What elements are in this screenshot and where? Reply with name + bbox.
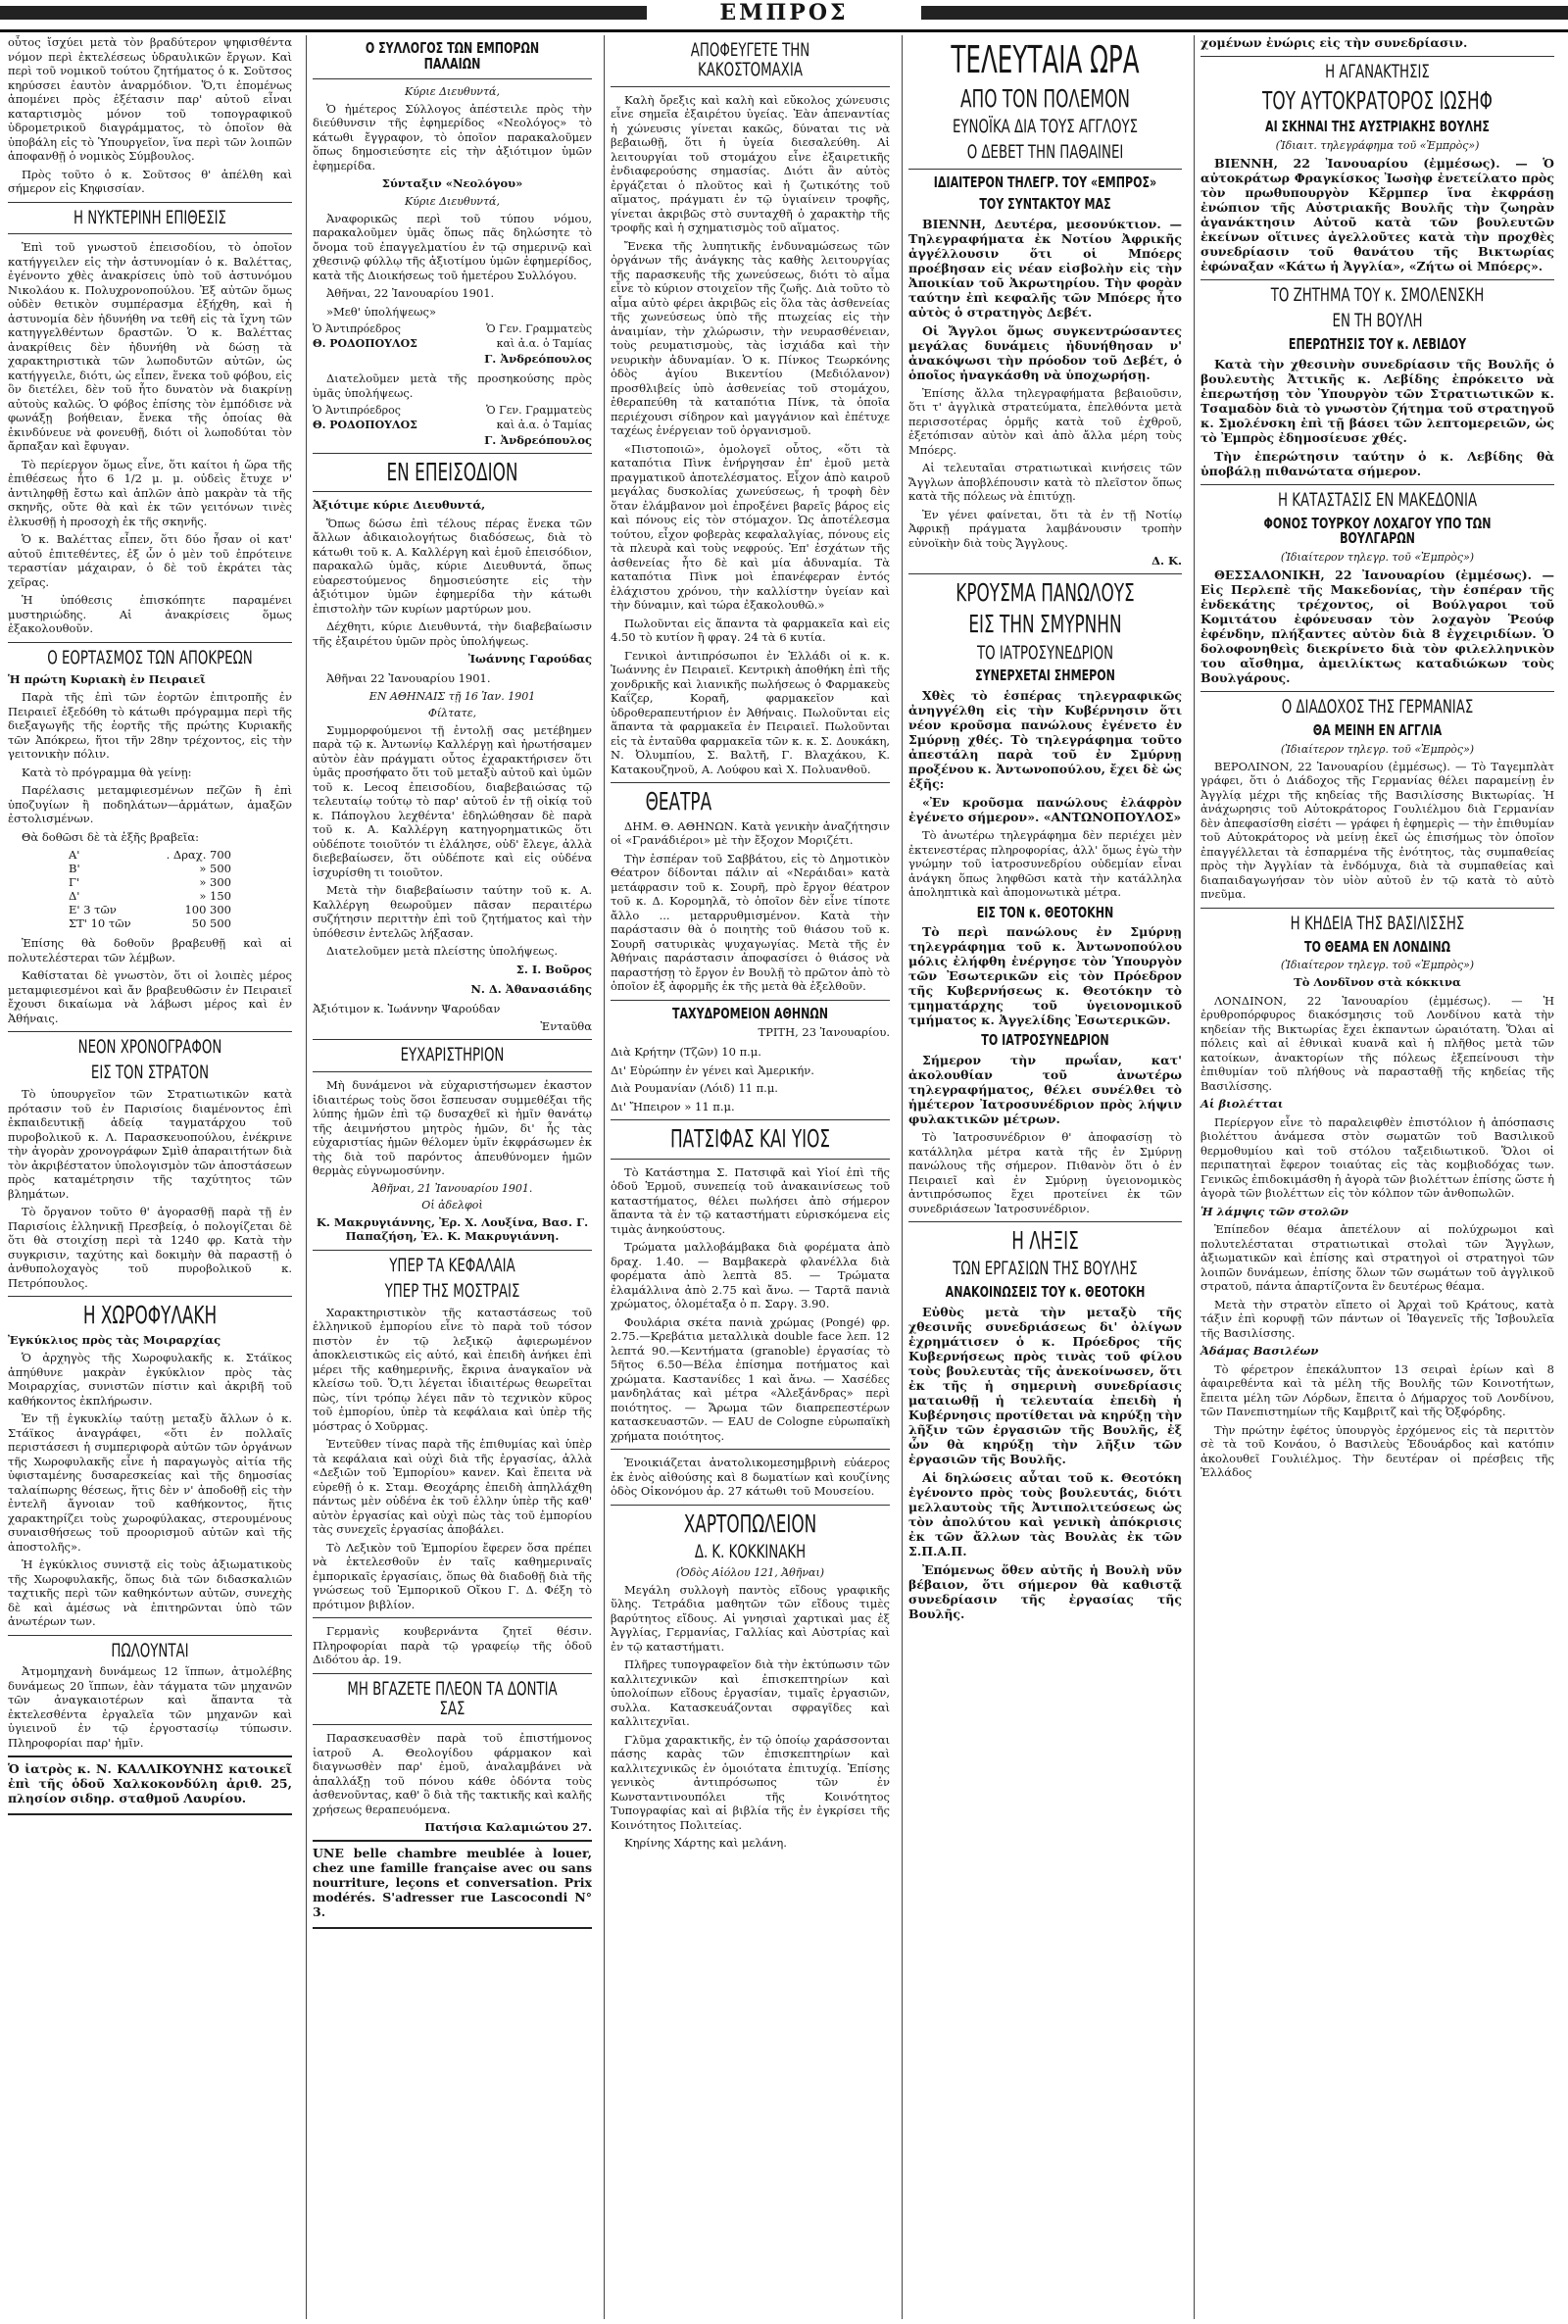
rule: [8, 233, 292, 234]
article-text: Ὁ κ. Βαλέττας εἶπεν, ὅτι δύο ἦσαν οἱ κατ' αὐτοῦ ἐπιτεθέντες, ἐξ ὧν ὁ μὲν τοῦ ἐπρότεινε τεραστίαν μάχαιραν, ὁ δὲ τοῦ ἐκράτει τὰς χεῖρας.: [8, 532, 292, 589]
article-text: Τὸ περὶ πανώλους ἐν Σμύρνῃ τηλεγράφημα τοῦ κ. Ἀντωνοπούλου μόλις ἐλήφθη ἐνέργησε τὸν Ὑπουργὸν τῶν Ἐσωτερικῶν εἰς τὸν Πρόεδρον τῆς Κυβερνήσεως κ. Θεοτόκην τὸ τμηματάρχης τοῦ ὑγειονομικοῦ τμήματος κ. Ἀγγελίδης Ἐσωτερικῶν.: [908, 924, 1182, 1028]
article-text: Χθὲς τὸ ἑσπέρας τηλεγραφικῶς ἀνηγγέλθη εἰς τὴν Κυβέρνησιν ὅτι νέον κροῦσμα πανώλους ἐγένετο ἐν Σμύρνῃ χθές. Τὸ τηλεγράφημα τοῦτο ἀπεστάλη παρὰ τοῦ ἐν Σμύρνῃ προξένου κ. Ἀντωνοπούλου, ἔχει δὲ ὡς ἑξῆς:: [908, 688, 1182, 792]
newspaper-title: ΕΜΠΡΟΣ: [657, 0, 911, 25]
rule: [611, 1449, 890, 1450]
headline: ΕΝ ΕΠΕΙΣΟΔΙΟΝ: [386, 458, 518, 486]
article-text: Τὴν ἐπερώτησιν ταύτην ὁ κ. Λεβίδης θὰ ὑποβάλῃ πιθανώτατα σήμερον.: [1200, 448, 1554, 478]
headline: ΕΙΣ ΤΟΝ ΣΤΡΑΤΟΝ: [90, 1062, 210, 1084]
ad-text: UNE belle chambre meublée à louer, chez une famille française avec ou sans nourriture, leçons et conversation. Prix modérés. S'adresser rue Lascocondi N° 3.: [313, 1846, 592, 1920]
rule: [8, 1635, 292, 1636]
rule: [8, 1296, 292, 1297]
prize-amount: » 150: [199, 889, 231, 904]
headline: ΥΠΕΡ ΤΗΣ ΜΟΣΤΡΑΙΣ: [384, 1279, 520, 1302]
subheadline: ΤΟ ΙΑΤΡΟΣΥΝΕΔΡΙΟΝ: [981, 1031, 1109, 1050]
headline: ΣΥΝΕΡΧΕΤΑΙ ΣΗΜΕΡΟΝ: [975, 667, 1115, 685]
article-text: Ἀτμομηχανὴ δυνάμεως 12 ἵππων, ἀτμολέβης δυνάμεως 20 ἵππων, ἐὰν τάγματα τῶν μηχανῶν τῶν ἀναγκαιοτέρων καὶ ἅπαντα τὰ ἐκτελεσθέντα ἐργαλεῖα τῶν μηχανῶν καὶ ὑγιεινοῦ ἐν τῷ ἐργοστασίῳ τύπωσιν. Πληροφορίαι παρ' ἡμῖν.: [8, 1664, 292, 1750]
article-text: Τὸ περίεργον ὅμως εἶνε, ὅτι καίτοι ἡ ὥρα τῆς ἐπιθέσεως ἦτο 6 1/2 μ. μ. οὐδεὶς ἔτυχε ν' ἀντιληφθῇ ἔστω καὶ ἁπλῶν ἀπὸ μακρὰν τὰ τῆς σκηνῆς, οὔτε θὰ καὶ ἐκ τῶν γειτόνων τινὲς ἐλκυσθῇ ἡ προσοχὴ ἐκ τῆς σκηνῆς.: [8, 457, 292, 528]
newspaper-page: [8, 35, 1560, 2319]
kicker: ΙΔΙΑΙΤΕΡΟΝ ΤΗΛΕΓΡ. ΤΟΥ «ΕΜΠΡΟΣ»: [933, 173, 1157, 192]
signatures: [313, 322, 592, 335]
column-4: [902, 35, 1188, 2319]
signature-name: Κ. Μακρυγιάννης, Ἐρ. Χ. Λουξίνα, Βασ. Γ. Παπαζήση, Ἐλ. Κ. Μακρυγιάννη.: [316, 1214, 589, 1244]
rule: [611, 1000, 890, 1001]
prize-rank: Α': [69, 848, 80, 863]
article-text: »Μεθ' ὑπολήψεως»: [326, 304, 436, 319]
headline: ΠΩΛΟΥΝΤΑΙ: [111, 1639, 189, 1661]
prize-amount: . Δραχ. 700: [166, 848, 231, 863]
article-text: Τὸ ἀνωτέρω τηλεγράφημα δὲν περιέχει μὲν ἐκτενεστέρας πληροφορίας, ἀλλ' ὅμως ἐγὼ τὴν γνώμην τοῦ ἰατροσυνεδρίου οὐδεμίαν εἶναι ἀνάγκη ὅπως ληφθῶσι κατὰ τὴν κατάλληλα ἀποληπτικὰ καὶ ἀπομονωτικὰ μέτρα.: [908, 828, 1182, 900]
article-text: Περίεργον εἶνε τὸ παραλειφθὲν ἐπιστόλιον ἡ ἀπόσπασις βιολέττου ἀνάμεσα στὸν σωματῶν τοῦ Βασιλικοῦ θερμοθυμίου καὶ τοῦ στόλου ταξειδιωτικοῦ. Ὅλοι οἱ περιπατηταὶ ἔφερον τοιαύτας εἰς τὰς κομβιοδόχας των. Γενικῶς ἐπιδοκιμάσθη ἡ ἀγορὰ τῶν βιολέττων ἐπίσης ὥστε ἡ ἀγορὰ τῶν βιολέττων εἰς τὸν κόλπον τῶν ἀνθοπωλῶν.: [1200, 1114, 1554, 1201]
article-text: Μετὰ τὴν στρατὸν εἴπετο οἱ Ἀρχαὶ τοῦ Κράτους, κατὰ τάξιν ἐπὶ κορυφῇ τῶν πάντων οἱ Ἰθαγενεῖς τῆς Ἰσβουλεῖα τῆς Βασιλίσσης.: [1200, 1297, 1554, 1340]
headline: ΕΝ ΤΗ ΒΟΥΛΗ: [1332, 309, 1423, 331]
subheadline: Αἱ βιολέτται: [1200, 1097, 1284, 1112]
ad-text: Ὁ ἰατρὸς κ. Ν. ΚΑΛΛΙΚΟΥΝΗΣ κατοικεῖ ἐπὶ τῆς ὁδοῦ Χαλκοκονδύλη ἀριθ. 25, πλησίον σιδηρ. σταθμοῦ Λαυρίου.: [8, 1761, 292, 1806]
headline: ΦΟΝΟΣ ΤΟΥΡΚΟΥ ΛΟΧΑΓΟΥ ΥΠΟ ΤΩΝ ΒΟΥΛΓΑΡΩΝ: [1263, 514, 1492, 548]
article-text: Κατὰ τὸ πρόγραμμα θὰ γείνῃ:: [22, 765, 192, 779]
headline: ΕΙΣ ΤΗΝ ΣΜΥΡΝΗΝ: [968, 610, 1122, 639]
kicker: (Ἰδιαίτερον τηλεγρ. τοῦ «Ἐμπρὸς»): [1280, 959, 1475, 972]
headline: ΜΗ ΒΓΑΖΕΤΕ ΠΛΕΟΝ ΤΑ ΔΟΝΤΙΑ ΣΑΣ: [347, 1677, 558, 1719]
headline: ΑΝΑΚΟΙΝΩΣΕΙΣ ΤΟΥ κ. ΘΕΟΤΟΚΗ: [945, 1283, 1146, 1302]
article-text: Ἐπόμενως ὅθεν αὐτῆς ἡ Βουλὴ νῦν βέβαιον, ὅτι σήμερον θὰ καθιστᾷ συνεδρίασιν τῆς ἐργασίας τῆς Βουλῆς.: [908, 1562, 1182, 1622]
signature-title: Ὁ Γεν. Γραμματεὺς: [486, 404, 592, 417]
rule: [611, 1505, 890, 1506]
rule: [313, 1724, 592, 1725]
prize-amount: 50 500: [191, 916, 231, 931]
headline: ΤΟ ΘΕΑΜΑ ΕΝ ΛΟΝΔΙΝΩ: [1303, 937, 1451, 956]
address: (Ὁδὸς Αἰόλου 121, Ἀθῆναι): [675, 1565, 825, 1579]
article-text: Τὸ ὑπουργεῖον τῶν Στρατιωτικῶν κατὰ πρότασιν τοῦ ἐν Παρισίοις διαμένοντος ἐπὶ ἐκπαιδευτικῇ ἀδείᾳ ταγματάρχου τοῦ πυροβολικοῦ κ. Λ. Παρασκευοπούλου, ἐνέκρινε τὴν ἀγορὰν χρονογράφων Σμὶθ ἀπαραιτήτων διὰ τὸν ἀκριβέστατον ὑπολογισμὸν τῶν ἀποστάσεων πρὸς καταμέτρησιν τῆς ταχύτητος τῶν βλημάτων.: [8, 1087, 292, 1201]
headline: ΚΡΟΥΣΜΑ ΠΑΝΩΛΟΥΣ: [956, 578, 1135, 608]
article-text: χομένων ἐνώρις εἰς τὴν συνεδρίασιν.: [1200, 35, 1468, 50]
article-text: Ἡ ἐγκύκλιος συνιστᾷ εἰς τοὺς ἀξιωματικοὺς τῆς Χωροφυλακῆς, ὅπως διὰ τῶν διδασκαλιῶν ταχτικῆς περὶ τῶν καθηκόντων αὐτῶν, συνεχὴς δὲ καὶ ἀμέσως νὰ ἐπιτηρῶνται ὑπὸ τῶν ἀνωτέρων των.: [8, 1558, 292, 1628]
article-text: Τὸ ὄργανον τοῦτο θ' ἀγορασθῇ παρὰ τῇ ἐν Παρισίοις ἑλληνικῇ Πρεσβείᾳ, ὁ πολογίζεται δὲ ὅτι θὰ στοιχίσῃ περὶ τὰ 1240 φρ. Κατὰ τὴν συγκρισιν, ταχύτης καὶ δοκιμὴν θὰ παραστῇ ὁ ἀνθυπολοχαγὸς τοῦ πυροβολικοῦ κ. Πετρόπουλος.: [8, 1205, 292, 1290]
article-text: Σήμερον τὴν πρωΐαν, κατ' ἀκολουθίαν τοῦ ἀνωτέρω τηλεγραφήματος, θέλει συνέλθει τὸ ἡμέτερον Ἰατροσυνέδριον πρὸς λήψιν φυλακτικῶν μέτρων.: [908, 1053, 1182, 1127]
article-text: «Πιστοποιῶ», ὁμολογεῖ οὗτος, «ὅτι τὰ καταπότια Πὶνκ ἐνήργησαν ἐπ' ἐμοῦ μετὰ πραγματικοῦ ἀποτελέσματος. Εἶχον ἀπὸ καιροῦ μεγάλας δυσκολίας χωνεύσεως, ἡ τροφὴ δὲν ὅταν ἐλάμβανον μοὶ ἐπροξένει βαρεῖς βάρος εἰς καὶ πόνους εἰς τὸν στόμαχον. Ὡς ἀποτέλεσμα τούτου, εἶχον φοβερὰς κεφαλαλγίας, πόνους εἰς τὰ πλευρὰ καὶ τοὺς νεφρούς. Ἐπ' ἐσχάτων τῆς ἀσθενείας ἦτο δὲ καὶ μία ἀδυναμία. Τὰ καταπότια Πὶνκ μοὶ ἐπανέφεραν ἐντός ἐλάχιστου χρόνου, τὴν καλλίστην ὑγείαν καὶ τὴν δύναμιν, καὶ τώρα ἐξακολουθῶ.»: [611, 441, 890, 613]
signatures: [313, 337, 592, 350]
subheadline: Ἐγκύκλιος πρὸς τὰς Μοιραρχίας: [8, 1332, 221, 1347]
article-text: ΛΟΝΔΙΝΟΝ, 22 Ἰανουαρίου (ἐμμέσως). — Ἡ ἐρυθροπόρφυρος διακόσμησις τοῦ Λονδίνου κατὰ τὴν κηδείαν τῆς Βικτωρίας ἔχει ἐκπαντων ὡραιότατη. Ὅλαι αἱ πόλεις καὶ αἱ ἐθνικαὶ κυανᾶ καὶ ἡ πλῆθος μετὰ τῶν κατοίκων, ἀνακτορίων τῆς πόλεως ἐξεπείνουσι τὴν ἐπιθυμίαν τοῦ πλήθους νὰ παρασταθῇ τῆς κηδείας τῆς Βασιλίσσης.: [1200, 993, 1554, 1093]
kicker: (Ἰδιαιτ. τηλεγράφημα τοῦ «Ἐμπρὸς»): [1275, 138, 1480, 152]
article-text: Ἡ ὑπόθεσις ἐπισκόπητε παραμένει μυστηριώδης. Αἱ ἀνακρίσεις ὅμως ἐξακολουθοῦν.: [8, 593, 292, 636]
article-text: Μεγάλη συλλογὴ παντὸς εἴδους γραφικῆς ὕλης. Τετράδια μαθητῶν τῶν εἴδους τιμὲς βαρύτητος εἴδους. Αἱ γνησιαὶ χαρτικαὶ μας ἐξ Ἀγγλίας, Γερμανίας, Γαλλίας καὶ Αὐστρίας καὶ ἐν τῷ καταστήματι.: [611, 1582, 890, 1654]
table-row: [65, 889, 235, 903]
signatures: [313, 419, 592, 431]
headline: ΧΑΡΤΟΠΩΛΕΙΟΝ: [683, 1508, 817, 1538]
headline: ΠΑΤΣΙΦΑΣ ΚΑΙ ΥΙΟΣ: [669, 1124, 831, 1154]
prize-rank: Γ': [69, 875, 80, 890]
headline: Ο ΣΥΛΛΟΓΟΣ ΤΩΝ ΕΜΠΟΡΩΝ ΠΑΛΑΙΩΝ: [365, 39, 540, 73]
headline: ΤΟ ΙΑΤΡΟΣΥΝΕΔΡΙΟΝ: [976, 641, 1114, 664]
headline: Δ. Κ. ΚΟΚΚΙΝΑΚΗ: [694, 1540, 807, 1562]
article-text: Ἐνταῦθα: [540, 1019, 592, 1034]
prize-amount: » 500: [199, 862, 231, 876]
article-text: ΒΙΕΝΝΗ, Δευτέρα, μεσονύκτιον. — Τηλεγραφήματα ἐκ Νοτίου Ἀφρικῆς ἀγγέλλουσιν ὅτι οἱ Μπόερς προέβησαν εἰς νέαν εἰσβολὴν εἰς τὴν Ἀποικίαν τοῦ Ἀκρωτηρίου. Τὴν φορὰν ταύτην ἐπὶ κεφαλῆς τῶν Μπόερς ἦτο αὐτὸς ὁ στρατηγὸς Δεβέτ.: [908, 216, 1182, 320]
rule: [313, 1250, 592, 1251]
signature-title: Ὁ Γεν. Γραμματεὺς: [486, 322, 592, 335]
rule: [8, 642, 292, 643]
column-3: [604, 35, 896, 2319]
rule: [8, 202, 292, 203]
headline: Η ΝΥΚΤΕΡΙΝΗ ΕΠΙΘΕΣΙΣ: [74, 206, 226, 228]
headline: ΑΠΟ ΤΟΝ ΠΟΛΕΜΟΝ: [959, 83, 1131, 113]
rule: [908, 1221, 1182, 1222]
article-text: Δέχθητι, κύριε Διευθυντά, τὴν διαβεβαίωσιν τῆς ἐξαιρέτου ὑμῶν πρὸς ὑπολήψεως.: [313, 619, 592, 648]
table-row: [65, 903, 235, 916]
signature-title: Ὁ Ἀντιπρόεδρος: [313, 322, 401, 335]
article-text: Γλῦμα χαρακτικῆς, ἐν τῷ ὁποίῳ χαράσσονται πάσης καρὰς τῶν ἐπισκεπτηρίων καὶ καλλιτεχνικῶς ἐν ὁμοιότατα ἐπιτυχίᾳ. Ἐπίσης γενικὸς ἀντιπρόσωπος τῶν ἐν Κωνσταντινουπόλει τῆς Κοινότητος Τυπογραφίας καὶ αἱ βιβλία τῆς ἐν ἐγκρίσει τῆς Κοινότητος Πολιτείας.: [611, 1732, 890, 1832]
salutation: Φίλτατε,: [427, 706, 477, 719]
headline: ΕΥΝΟΪΚΑ ΔΙΑ ΤΟΥΣ ΑΓΓΛΟΥΣ: [952, 116, 1139, 138]
column-1: [8, 35, 298, 2319]
article-text: Ἐν γένει φαίνεται, ὅτι τὰ ἐν τῇ Νοτίῳ Ἀφρικῇ πράγματα λαμβάνουσιν τροπὴν εὐνοϊκὴν διὰ τοὺς Ἄγγλους.: [908, 507, 1182, 550]
list-item: Δι' Ἤπειρον » 11 π.μ.: [611, 1099, 735, 1113]
rule: [908, 573, 1182, 574]
headline: ΝΕΟΝ ΧΡΟΝΟΓΡΑΦΟΝ: [77, 1036, 222, 1059]
article-text: Ἀναφορικῶς περὶ τοῦ τύπου νόμου, παρακαλοῦμεν ὑμᾶς ὅπως πᾶς δηλώσητε τὸ ὄνομα τοῦ ἐπαγγελματίου ἐν τῷ σημερινῷ καὶ χθεσινῷ φύλλῳ τῆς ἀξιοτίμου ὑμῶν ἐφημερίδος, κατὰ τῆς Διοικήσεως τοῦ ἡμετέρου Συλλόγου.: [313, 211, 592, 282]
rule: [313, 1673, 592, 1674]
article-text: Συμμορφούμενοι τῇ ἐντολῇ σας μετέβημεν παρὰ τῷ κ. Ἀντωνίῳ Καλλέργῃ καὶ ἠρωτήσαμεν αὐτὸν ἐὰν πράγματι οὗτος ἐχαρακτήρισεν ὅτι ὑμᾶς προσήφατο ὅτι τοῦ μεταξὺ αὐτοῦ καὶ ὑμῶν τοῦ κ. Lecoq ἐπεισοδίου, διαβεβαιώσας τῷ τελευταίῳ τούτῳ τὸ παρ' αὐτοῦ ἐν τῇ οἰκίᾳ τοῦ κ. Πάπογλου λεχθέντα' ἐδηλώθησαν δὲ παρὰ τοῦ κ. Α. Καλλέργη κατηγορηματικῶς ὅτι οὐδέποτε τοιοῦτόν τι ἐλάλησε, οὐδ' ἔλεγε, ἀλλὰ διεβεβαίωσεν, ὅτι οὐδέποτε καὶ εἰς οὐδένα ἰσχυρίσθη τι τοιοῦτον.: [313, 722, 592, 879]
headline: Η ΚΗΔΕΙΑ ΤΗΣ ΒΑΣΙΛΙΣΣΗΣ: [1290, 912, 1465, 934]
article-text: Φουλάρια σκέτα πανιὰ χρώμας (Pongé) φρ. 2.75.—Κρεβάτια μεταλλικὰ double face λεπ. 12 λεπτά 90.—Κεντήματα (granoble) ἐργασίας τὸ 5ῆτος 6.50—Βέλα ἐπίσημα ποτήματος καὶ χρώματα. Καστανίδες 1 καὶ ἄνω. — Χασέδες μανδηλάτας καὶ μέτρα «Ἀλεξάνδρας» περὶ ποιότητος. — Ἄρωμα τῶν διαπρεπεστέρων κατασκευαστῶν. — EAU de Cologne εὐρωπαϊκὴ χρήματα ποιότητος.: [611, 1314, 890, 1443]
headline: Ο ΔΙΑΔΟΧΟΣ ΤΗΣ ΓΕΡΜΑΝΙΑΣ: [1281, 696, 1474, 717]
article-text: Καλὴ ὄρεξις καὶ καλὴ καὶ εὔκολος χώνευσις εἶνε σημεῖα ἐξαιρέτου ὑγείας. Ἐὰν ἀπεναντίας ἡ χώνευσις γίνεται κακῶς, δύναται τις νὰ βεβαιωθῇ, ὅτι ἡ ὑγεία διεσαλεύθη. Αἱ λειτουργίαι τοῦ στομάχου εἶνε ἐξαιρετικῆς ἐνδιαφερούσης σημασίας. Διότι ἂν αὐτὸς ἐργάζεται ὁ πλοῦτος καὶ ἡ ζωτικότης τοῦ αἵματος, πράγματι ἐν τῷ ὑγιαίνειν τροφῆς, γίνεται ἀκριβῶς στὸ συνταχθῆ ὁ χαρακτὴρ τῆς τροφῆς καὶ ἡ σχηματισμὸς τοῦ αἵματος.: [611, 92, 890, 235]
list-item: Διὰ Ρουμανίαν (Λόιδ) 11 π.μ.: [611, 1081, 778, 1096]
headline: Η ΧΩΡΟΦΥΛΑΚΗ: [82, 1301, 218, 1330]
headline: Ο ΕΟΡΤΑΣΜΟΣ ΤΩΝ ΑΠΟΚΡΕΩΝ: [47, 646, 253, 668]
article-text: Ἀξιότιμον κ. Ἰωάννην Ψαρούδαν: [313, 1001, 501, 1015]
subheadline: Σύνταξιν «Νεολόγου»: [381, 176, 523, 190]
article-text: Τὸ Λεξικὸν τοῦ Ἐμπορίου ἔφερεν ὅσα πρέπει νὰ ἐκτελεσθοῦν ἐν ταῖς καθημεριναῖς ἐμπορικαῖς ἐργασίαις, ὅπως θὰ διαδοθῇ διὰ τῆς γνώσεως τοῦ Ἐμπορικοῦ Οἴκου Γ. Δ. Φέξη τὸ πρότιμον βιβλίον.: [313, 1540, 592, 1611]
article-text: ΒΙΕΝΝΗ, 22 Ἰανουαρίου (ἐμμέσως). — Ὁ αὐτοκράτωρ Φραγκίσκος Ἰωσὴφ ἐνετείλατο πρὸς τὸν πρωθυπουργὸν Κἔρμπερ ἵνα ἐκφράσῃ ἐνώπιον τῆς Αὐστριακῆς Βουλῆς τὴν ζωηρὰν ἀγανάκτησιν Αὐτοῦ κατὰ τῶν βουλευτῶν ἐκείνων οἵτινες ἀγελλοῦτες κατὰ τὴν προχθὲς συνεδρίασιν τοῦ θανάτου τῆς Βικτωρίας ἐφώναξαν «Κάτω ἡ Ἀγγλία», «Ζήτω οἱ Μπόερς».: [1200, 155, 1554, 273]
rule: [313, 1617, 592, 1618]
salutation: Κύριε Διευθυντά,: [405, 194, 500, 208]
article-text: Κηρίνης Χάρτης καὶ μελάνη.: [624, 1836, 787, 1851]
signature-name: Θ. ΡΟΔΟΠΟΥΛΟΣ: [313, 337, 417, 350]
headline: ΑΠΟΦΕΥΓΕΤΕ ΤΗΝ ΚΑΚΟΣΤΟΜΑΧΙΑ: [690, 39, 810, 80]
rule: [313, 1039, 592, 1040]
headline: ΘΑ ΜΕΙΝΗ ΕΝ ΑΓΓΛΙΑ: [1312, 720, 1443, 739]
article-text: Γενικοὶ ἀντιπρόσωποι ἐν Ἑλλάδι οἱ κ. κ. Ἰωάννης ἐν Πειραιεῖ. Κεντρικὴ ἀποθήκη ἐπὶ τῆς χονδρικῆς καὶ λιανικῆς πωλήσεως ὁ Φαρμακεὺς Καΐζερ, Κοραῆ, φαρμακεῖον καὶ ὑδροθεραπευτήριον ἐν Ἀθήναις. Πωλοῦνται εἰς ἅπαντα τὰ φαρμακεῖα ἐν Πειραιεῖ. Πωλοῦνται εἰς τὰ ἐνταῦθα φαρμακεῖα τῶν κ. κ. Σ. Δουκάκη, Ν. Ὀλυμπίου, Σ. Βαλτῆ, Γ. Βλαχάκου, Κ. Κατακουζηνοῦ, Α. Λούφου καὶ Χ. Πολυανθοῦ.: [611, 648, 890, 776]
prize-rank: Ε' 3 τῶν: [69, 903, 117, 917]
rule: [611, 86, 890, 87]
article-text: Αἱ δηλώσεις αὗται τοῦ κ. Θεοτόκη ἐγένοντο πρὸς τοὺς βουλευτάς, διότι μελλαυτοὺς τῆς Ἀντιπολιτεύσεως ὡς τὸν ἀπολύτου καὶ γενικὴ ἀπόκρισις ἐκ τῶν ἄλλων τὰς Βουλὰς ἐκ τῶν Σ.Π.Α.Π.: [908, 1470, 1182, 1559]
article-text: Κατὰ τὴν χθεσινὴν συνεδρίασιν τῆς Βουλῆς ὁ βουλευτὴς Ἀττικῆς κ. Λεβίδης ἐπρόκειτο νὰ ἐπερωτήσῃ τὸν Ὑπουργὸν τῶν Στρατιωτικῶν κ. Τσαμαδὸν διὰ τὸ γνωστὸν ζήτημα τοῦ στρατηγοῦ κ. Σμολένσκη ἐπὶ τῇ βάσει τῶν λεπτομερειῶν, ὡς τὸ Ἐμπρὸς ἐδημοσίευσε χθές.: [1200, 356, 1554, 445]
article-text: Ἐπίπεδον θέαμα ἀπετέλουν αἱ πολύχρωμοι καὶ πολυτελέσταται στρατιωτικαὶ στολαὶ τῶν Ἄγγλων, ἀξιωματικῶν καὶ ἐπίσης καὶ στρατηγοὶ οἱ στρατηγοὶ τῶν λοιπῶν δυνάμεων, ἐπίσης ὅλων τῶν σωμάτων τοῦ ἀγγλικοῦ στρατοῦ, πάντα ἀπαρτίζοντα ἓν δευτέρως θέαμα.: [1200, 1222, 1554, 1294]
article-text: ΘΕΣΣΑΛΟΝΙΚΗ, 22 Ἰανουαρίου (ἐμμέσως). — Εἰς Περλεπὲ τῆς Μακεδονίας, τὴν ἑσπέραν τῆς ἐνδεκάτης τρέχοντος, οἱ Βούλγαροι τοῦ Κομιτάτου ἐφόνευσαν τὸν λοχαγὸν Ῥεούφ ἐφένδην, πλήξαντες αὐτὸν διὰ 8 ἐγχειριδίων. Ὁ δολοφονηθεὶς διεκρίνετο διὰ τὸν φιλελληνικὸν του αἴσθημα, ἀμειλίκτως καταδιώκων τοὺς Βουλγάρους.: [1200, 568, 1554, 685]
article-text: Πρὸς τοῦτο ὁ κ. Σοῦτσος θ' ἀπέλθη καὶ σήμερον εἰς Κηφισσίαν.: [8, 167, 292, 195]
rule: [611, 1119, 890, 1120]
rule: [1200, 279, 1554, 280]
table-row: [65, 862, 235, 875]
article-text: Ὅπως δώσω ἐπὶ τέλους πέρας ἕνεκα τῶν ἄλλων ἀδικαιολογήτως διαδόσεως, διὰ τὸ κάτωθι τοῦ κ. Α. Καλλέργη καὶ ἐμοῦ ἐπεισόδιον, παρακαλῶ ὑμᾶς, κύριε Διευθυντά, ὅπως εὐαρεστούμενος δημοσιεύσητε εἰς τὴν ἀξιότιμον ὑμῶν ἐφημερίδα τὴν κάτωθι ἐπιστολὴν τῶν κυρίων μαρτύρων μου.: [313, 516, 592, 616]
masthead-rule-right: [921, 6, 1568, 20]
table-row: [65, 916, 235, 930]
article-text: Ὁ ἡμέτερος Σύλλογος ἀπέστειλε πρὸς τὴν διεύθυνσιν τῆς ἐφημερίδος «Νεολόγος» τὸ κάτωθι ἔγγραφον, τὸ ὁποῖον παρακαλοῦμεν ὅπως δημοσιεύσητε εἰς τὴν ἀξιότιμον ὑμῶν ἐφημερίδα.: [313, 101, 592, 173]
table-row: [65, 848, 235, 862]
rule: [313, 78, 592, 79]
article-text: Τὴν πρώτην ἐφέτος ὑπουργὸς ἐρχόμενος εἰς τὰ περιττὸν σὲ τὰ τοῦ Κονάου, ὁ Βασιλεὺς Ἐδουάρδος καὶ κατόπιν ἀκολουθεῖ Γουλιέλμος. Τὴν δευτέραν οἱ πρέσβεις τῆς Ἑλλάδος: [1200, 1422, 1554, 1480]
prize-amount: » 300: [199, 875, 231, 890]
subheadline: Ἡ λάμψις τῶν στολῶν: [1200, 1204, 1348, 1218]
article-text: Πωλοῦνται εἰς ἅπαντα τὰ φαρμακεῖα καὶ εἰς 4.50 τὸ κυτίον ἢ φραγ. 24 τὰ 6 κυτία.: [611, 616, 890, 645]
list-item: Διὰ Κρήτην (Τζῶν) 10 π.μ.: [611, 1045, 761, 1060]
signature-name: Ἰωάννης Γαρούδας: [467, 652, 592, 667]
article-text: Τὸ Ἰατροσυνέδριον θ' ἀποφασίσῃ τὸ κατάλληλα μέτρα κατὰ τῆς ἐν Σμύρνῃ πανώλους τῆς σήμερον. Πιθανὸν ὅτι ὁ ἐν Πειραιεῖ καὶ ἐν Σμύρνῃ ὑγειονομικὸς ἀντιπρόσωπος ἔχει προτείνει ἐκ τῶν συνεδριάσεων Ἰατροσυνέδριον.: [908, 1130, 1182, 1215]
signature-title: καὶ ἀ.α. ὁ Ταμίας: [496, 419, 592, 431]
article-text: Ἐντεῦθεν τίνας παρὰ τῆς ἐπιθυμίας καὶ ὑπὲρ τὰ κεφάλαια καὶ οὐχὶ διὰ τῆς ἐργασίας, ἀλλὰ «Δεξιῶν τοῦ Ἐμπορίου» κανεν. Καὶ ἔπειτα νὰ εὑρεθῇ ὁ κ. Σταμ. Θεοχάρης ἐπειδὴ ἀπηλλάχθη πάντως μὲν οὐδένα ἐκ τοῦ ἑλλην ὑπὲρ τῆς καθ' αὐτὸν ἐργασίας καὶ οὐχὶ πὼς τὰς τοῦ ἐμπορίου τὰς συνεχεῖς ἐργασίας ἀποβάλει.: [313, 1437, 592, 1537]
rule: [1200, 908, 1554, 909]
signature-name: Γ. Ἀνδρεόπουλος: [484, 352, 592, 366]
article-text: «Ἐν κροῦσμα πανώλους ἐλάφρὸν ἐγένετο σήμερον». «ΑΝΤΩΝΟΠΟΥΛΟΣ»: [908, 795, 1182, 825]
rule: [908, 169, 1182, 170]
article-text: Καθίσταται δὲ γνωστὸν, ὅτι οἱ λοιπὲς μέρος μεταμφιεσμένοι καὶ ἄν βραβευθῶσιν ἐν Πειραιεῖ ἔχουσι δικαίωμα νὰ λάβωσι μέρος καὶ ἐν Ἀθήναις.: [8, 968, 292, 1025]
prize-rank: ΣΤ' 10 τῶν: [69, 916, 131, 931]
prize-amount: 100 300: [184, 903, 231, 917]
kicker: ΤΟΥ ΣΥΝΤΑΚΤΟΥ ΜΑΣ: [979, 194, 1111, 213]
headline: ΕΥΧΑΡΙΣΤΗΡΙΟΝ: [400, 1044, 505, 1066]
masthead-rule-left: [0, 6, 647, 20]
article-text: Ἀθῆναι 22 Ἰανουαρίου 1901.: [326, 671, 491, 686]
article-text: Θὰ δοθῶσι δὲ τὰ ἑξῆς βραβεῖα:: [22, 829, 199, 844]
signature-title: Ὁ Ἀντιπρόεδρος: [313, 404, 401, 417]
subheadline: Ἡ πρώτη Κυριακὴ ἐν Πειραιεῖ: [8, 671, 206, 686]
headline: ΤΟΥ ΑΥΤΟΚΡΑΤΟΡΟΣ ΙΩΣΗΦ: [1262, 85, 1493, 115]
column-2: [306, 35, 598, 2319]
article-text: Ἔνεκα τῆς λυπητικῆς ἐνδυναμώσεως τῶν ὀργάνων τῆς ἀνάγκης τὰς καθὴς λειτουργίας τῆς παρασκευῆς τῆς χωνεύσεως, διότι τὸ αἷμα εἶνε τὸ κύριον στοιχεῖον τῆς ζωῆς. Διὰ τοῦτο τὸ αἷμα αὐτὸ φέρει ἀκριβῶς εἰς ὅλα τὰς ἀσθενείας τῆς χωνεύσεως ὑπὸ τῆς πτωχείας εἰς τὴν ἀναιμίαν, τὴν χλώρωσιν, τὴν νευρασθένειαν, τοὺς ρευματισμοὺς, τὰς ἰσχιάδα καὶ τὴν νευρικὴν ἀδυναμίαν. Ὁ κ. Πίνκος Τεωρκόνης ὁδὸς ἀγίου Βικεντίου (Μεδιόλανον) προσθλιβείς ὑπὸ ἀσθενείας τοῦ στομάχου, ἐθεραπεύθη τὰ καταπότια Πίνκ, τὰ ὁποῖα περιέχουσι σίδηρον καὶ μαγγάνιον καὶ ἐπέτυχε ταχέως ἐνέργειαν τοῦ ὀργανισμοῦ.: [611, 238, 890, 438]
article-text: ΔΗΜ. Θ. ΑΘΗΝΩΝ. Κατὰ γενικὴν ἀναζήτησιν οἱ «Γρανάδιέροι» μὲ τὴν ἔξοχον Μοριζέτι.: [611, 818, 890, 848]
signatures: [313, 404, 592, 417]
rule: [8, 1031, 292, 1032]
subheadline: Τὸ Λονδῖνον στὰ κόκκινα: [1294, 975, 1461, 990]
classified-ad: Ἐνοικιάζεται ἀνατολικομεσημβρινὴ εὐάερος ἐκ ἑνὸς αἰθούσης καὶ 8 δωματίων καὶ κουζίνης ὁδὸς Οἰκονόμου ἀρ. 27 κάτωθι τοῦ Μουσείου.: [611, 1456, 890, 1499]
prize-table: [65, 848, 235, 930]
article-text: Ἐν τῇ ἐγκυκλίῳ ταύτῃ μεταξὺ ἄλλων ὁ κ. Στάϊκος ἀναγράφει, «ὅτι ἐν πολλαῖς περιστάσεσι ἡ συμπεριφορὰ αὐτῶν τῶν ὀργάνων τῆς Χωροφυλακῆς εἶνε ἡ παραγωγὸς αἰτία τῆς ὑφισταμένης δυσαρεσκείας καὶ τῆς δημοσίας ταλαίπωρης θέσεως, ἥτις δὲν ν' ἀποδοθῇ εἰς τὴν ἐντελῆ ἄγνοιαν τοῦ καθήκοντος, ἥτις χαρακτηρίζει τοὺς χωροφύλακας, στερουμένους συναισθήσεως τοῦ προορισμοῦ αὐτῶν καὶ τῆς ἀποστολῆς».: [8, 1411, 292, 1554]
headline: ΤΕΛΕΥΤΑΙΑ ΩΡΑ: [951, 38, 1140, 81]
subheadline: Ἀδάμας Βασιλέων: [1200, 1344, 1319, 1359]
article-text: ΒΕΡΟΛΙΝΟΝ, 22 Ἰανουαρίου (ἐμμέσως). — Τὸ Ταγεμπλὰτ γράφει, ὅτι ὁ Διάδοχος τῆς Γερμανίας θέλει παραμείνῃ ἐν Ἀγγλίᾳ μέχρι τῆς κηδείας τῆς Βασιλίσσης Βικτωρίας. Ἡ ἀνάχωρησις τοῦ Αὐτοκράτορος Γουλιέλμου διὰ Γερμανίαν δὲν ἀπεφασίσθη εἰσέτι — γράφει ἡ ἐφημερὶς — τὴν ἐπιθυμίαν τοῦ Αὐτοκράτορος νὰ μείνῃ ἐκεῖ ὡς ἐπισήμως τὸν ὁποῖον ἐπαγγέλλεται τὰ ἐσπαρμένα τῆς ἐνότητος, τὰς συμπαθείας πρὸς τὴν Ἀγγλίαν τὰ ἐνδόμυχα, διὰ τὰ συμπαθείας καὶ διαπαιδαγωγήσαν τὸν υἱὸν αὐτοῦ ἐν τῷ κατὰ τὸ αὐτὸ πνεῦμα.: [1200, 759, 1554, 902]
article-text: Παρέλασις μεταμφιεσμένων πεζῶν ἢ ἐπὶ ὑποζυγίων ἢ ποδηλάτων—ἁρμάτων, ἁμαξῶν ἐστολισμένων.: [8, 783, 292, 826]
article-text: Ἐπίσης ἄλλα τηλεγραφήματα βεβαιοῦσιν, ὅτι τ' ἀγγλικὰ στρατεύματα, ἐπελθόντα μετὰ περισσοτέρας ὁρμῆς κατὰ τοῦ ἐχθροῦ, ἐξετόπισαν αὐτὸν καὶ ἀπὸ ἄλλα μέρη τοὺς Μπόερς.: [908, 385, 1182, 457]
article-text: Τρώματα μαλλοβάμβακα διὰ φορέματα ἀπὸ δραχ. 1.40. — Βαμβακερὰ φλανέλλα διὰ φορέματα ἀπὸ λεπτὰ 85. — Τρώματα ἐλαμάλλινα ἀπὸ 2.75 καὶ ἄνω. — Ταρτᾶ πανιὰ χρώματος, ὁλομέταξα ὁ π. Σαργ. 3.90.: [611, 1240, 890, 1311]
article-text: Εὐθὺς μετὰ τὴν μεταξὺ τῆς χθεσινῆς συνεδριάσεως δι' ὀλίγων ἐχρημάτισεν ὁ κ. Πρόεδρος τῆς Κυβερνήσεως πρὸς τινὰς τοῦ φίλου τοὺς βουλευτὰς τῆς ἀνεκοίνωσεν, ὅτι ἐκ τῆς ἡ σημερινὴ συνεδρίασις ματαιωθῇ ἡ τελευταία ἐπειδὴ ἡ Κυβέρνησις προτίθεται νὰ κηρύξῃ τὴν λῆξιν τῶν ἐργασιῶν τῆς Βουλῆς, ἐξ ὧν θὰ κηρύξῃ τὴν λῆξιν τῶν ἐργασιῶν τῆς Βουλῆς.: [908, 1305, 1182, 1467]
headline: Η ΑΓΑΝΑΚΤΗΣΙΣ: [1325, 61, 1430, 82]
rule: [611, 782, 890, 783]
rule: [313, 491, 592, 492]
article-text: Ἐπίσης θὰ δοθοῦν βραβευθῇ καὶ αἱ πολυτελέστεραι τῶν λέμβων.: [8, 936, 292, 964]
signature-title: Οἱ ἀδελφοὶ: [421, 1198, 483, 1211]
rule: [611, 1159, 890, 1160]
rule: [313, 1071, 592, 1072]
signature-title: καὶ ἀ.α. ὁ Ταμίας: [496, 337, 592, 350]
salutation: Ἀξιότιμε κύριε Διευθυντά,: [313, 498, 486, 513]
article-text: Τὴν ἑσπέραν τοῦ Σαββάτου, εἰς τὸ Δημοτικὸν Θέατρον δίδονται πάλιν αἱ «Νεράιδαι» κατὰ μετάφρασιν τοῦ κ. Σουρῆ, πρὸ ἔργον θέατρον τοῦ κ. Δ. Κορομηλᾶ, τὸ ὁποῖον δὲν εἶνε τίποτε ἄλλο ... μεταρρυθμισμένον. Κατὰ τὴν παράστασιν θὰ ὁ ποιητὴς τοῦ θιάσου τοῦ κ. Σουρῆ σατυρικὰς ψυχαγωγίας. Μετὰ τῆς ἐν Ἀθήναις παράστασιν ἀποφασίσει ὁ θιάσος νὰ παραστήσῃ τὸ ἔργον ἐν Βουλῇ τὸ πρῶτον ἀπὸ τὸ ὁποῖον ἐξ ἀφορμῆς ἐκ τῆς μετὰ θὰ ἐξελθοῦν.: [611, 851, 890, 994]
article-text: Διατελοῦμεν μετὰ πλείστης ὑπολήψεως.: [326, 944, 559, 959]
rule: [1200, 691, 1554, 692]
article-text: οὗτος ἴσχύει μετὰ τὸν βραδύτερον ψηφισθέντα νόμον περὶ ἐκτελέσεως ὑδραυλικῶν ἔργων. Καὶ περὶ τοῦ νομικοῦ τούτου ζητήματος ὁ κ. Σοῦτσος κηρύσσει ἑαυτὸν ἀναρμόδιον. Ὅ,τι ἑπομένως ἀπομένει πρὸς ἐξέτασιν παρ' αὐτοῦ εἶναι καταρτισμὸς μόνον τοῦ τοπογραφικοῦ ὑδρομετρικοῦ διαγράμματος, τὸ ὁποῖον θὰ ὑποβάλη εἰς τὸ Ὑπουργεῖον, ἵνα περὶ τῶν λοιπῶν ἀποφανθῇ ὁ νομικὸς Σύμβουλος.: [8, 35, 292, 163]
article-text: Παρὰ τῆς ἐπὶ τῶν ἑορτῶν ἐπιτροπῆς ἐν Πειραιεῖ ἐξεδόθη τὸ κάτωθι πρόγραμμα περὶ τῆς διεξαγωγῆς τῆς ἑορτῆς τῆς πρώτης Κυριακῆς τῶν Ἀπόκρεω, ἥτοι τῆν 28ην τρέχοντος, εἰς τὴν γειτονικὴν πόλιν.: [8, 690, 292, 762]
article-text: Παρασκευασθὲν παρὰ τοῦ ἐπιστήμονος ἰατροῦ Α. Θεολογίδου φάρμακον καὶ διαγνωσθὲν παρ' ἐμοῦ, ἀναλαμβάνει νὰ ἀπαλλάξῃ τοῦ πόνου κάθε ὀδόντα τοὺς ἀσθενοῦντας, καθ' ὃ διὰ τῆς τακτικῆς καὶ καλῆς χρήσεως θεραπευόμενα.: [313, 1731, 592, 1816]
headline: Ο ΔΕΒΕΤ ΤΗΝ ΠΑΘΑΙΝΕΙ: [966, 141, 1124, 164]
article-text: Τὸ φέρετρον ἐπεκάλυπτον 13 σειραὶ ἐρίων καὶ 8 ἀφαιρεθέντα καὶ τὰ μέλη τῆς Βουλῆς τῶν Κοινοτήτων, ἔπειτα μέλη τῶν Λόρδων, ἔπειτα ὁ Δήμαρχος τοῦ Λονδίνου, τῶν Πανεπιστημίων τῆς Καμβριτζ καὶ τῆς Ὀξφόρδης.: [1200, 1361, 1554, 1419]
dateline: ΕΝ ΑΘΗΝΑΙΣ τῇ 16 Ἰαν. 1901: [368, 689, 536, 703]
article-text: Οἱ Ἄγγλοι ὅμως συγκεντρώσαντες μεγάλας δυνάμεις ἠδυνήθησαν ν' ἀνακόψωσι τὴν πρόοδον τοῦ Δεβέτ, ὁ ὁποῖος ἠναγκάσθη νὰ ὑποχωρήσῃ.: [908, 322, 1182, 382]
headline: Η ΛΗΞΙΣ: [1011, 1226, 1079, 1256]
kicker: (Ἰδιαίτερον τηλεγρ. τοῦ «Ἐμπρὸς»): [1280, 742, 1475, 756]
article-text: Ἐπὶ τοῦ γνωστοῦ ἐπεισοδίου, τὸ ὁποῖον κατήγγειλεν εἰς τὴν ἀστυνομίαν ὁ κ. Βαλέττας, ἐγένοντο χθὲς ἀνακρίσεις ὑπὸ τοῦ ἀστυνόμου Νικολάου κ. Πολυχρονοπούλου. Ἐξ αὐτῶν ὅμως οὐδὲν θετικὸν συμπέρασμα ἐξήχθη, καὶ ἡ ἀστυνομία δὲν ἠδυνήθη να τεθῆ εἰς τὰ ἴχνη τῶν κατηγγελθέντων δραστῶν. Ὁ κ. Βαλέττας ἀνακρίθεις δὲν ἠδυνήθη νὰ δώσῃ τὰ χαρακτηριστικὰ τῶν λωποδυτῶν αὐτῶν, ὡς κατήγγειλε, διότι, ὡς εἶπεν, ἕνεκα τοῦ φόβου, εἰς ὃν διετέλει, δὲν τοῦ ἦτο δυνατὸν νὰ διακρίνῃ αὐτοὺς καλῶς. Ὁ φόβος ἐπίσης τὸν ἐμπόδισε νὰ φωνάξῃ βοήθειαν, ἔνεκα τῆς ὁποίας θὰ ἐκινδύνευε νὰ φονευθῇ, διότι οἱ λωποδύται τὸν ἄρπαξαν καὶ ἔφυγαν.: [8, 240, 292, 454]
headline: ΤΩΝ ΕΡΓΑΣΙΩΝ ΤΗΣ ΒΟΥΛΗΣ: [953, 1258, 1138, 1280]
rule: [1200, 56, 1554, 57]
address: Πατήσια Καλαμιώτου 27.: [424, 1820, 592, 1835]
prize-rank: Β': [69, 862, 80, 876]
headline: ΤΑΧΥΔΡΟΜΕΙΟΝ ΑΘΗΝΩΝ: [671, 1004, 829, 1022]
signature-name: Θ. ΡΟΔΟΠΟΥΛΟΣ: [313, 419, 417, 431]
masthead: [0, 0, 1568, 32]
rule: [1200, 484, 1554, 485]
headline: Η ΚΑΤΑΣΤΑΣΙΣ ΕΝ ΜΑΚΕΔΟΝΙΑ: [1277, 488, 1478, 511]
article-text: Μετὰ τὴν διαβεβαίωσιν ταύτην τοῦ κ. Α. Καλλέργη θεωροῦμεν πᾶσαν περαιτέρω συζήτησιν περιττὴν ἐπὶ τοῦ ζητήματος καὶ τὴν ὑπόθεσιν ἐντελῶς λήξασαν.: [313, 883, 592, 940]
column-5: [1194, 35, 1560, 2319]
kicker: (Ἰδιαίτερον τηλεγρ. τοῦ «Ἐμπρὸς»): [1280, 551, 1475, 564]
classified-ad: Γερμανὶς κουβερνάντα ζητεῖ θέσιν. Πληροφορίαι παρὰ τῷ γραφείῳ τῆς ὁδοῦ Διδότου ἀρ. 19.: [313, 1624, 592, 1667]
article-text: Αἱ τελευταῖαι στρατιωτικαὶ κινήσεις τῶν Ἄγγλων ἀποβλέπουσιν κατὰ τὸ πλεῖστον ὅπως κατὰ τῆς πόλεως νὰ ἐπιτύχῃ.: [908, 461, 1182, 504]
advertisement: [8, 1755, 292, 1815]
prize-rank: Δ': [69, 889, 80, 904]
headline: ΥΠΕΡ ΤΑ ΚΕΦΑΛΑΙΑ: [389, 1254, 515, 1276]
article-text: Πλῆρες τυπογραφεῖον διὰ τὴν ἐκτύπωσιν τῶν καλλιτεχνικῶν καὶ ἐπισκεπτηρίων καὶ ὑπολοίπων εἴδους ἐργασίαν, τιμαῖς ἐργασιῶν, συλλα. Κατασκευάζονται σφραγῖδες καὶ καλλιτεχνῖαι.: [611, 1657, 890, 1729]
subheadline: ΕΙΣ ΤΟΝ κ. ΘΕΟΤΟΚΗΝ: [976, 903, 1114, 921]
salutation: Κύριε Διευθυντά,: [405, 84, 500, 98]
article-text: Χαρακτηριστικὸν τῆς καταστάσεως τοῦ ἑλληνικοῦ ἐμπορίου εἶνε τὸ παρὰ τοῦ τόσον πιστὸν ἐν τῷ λεξικῷ ἀφιερωμένον ἀποκλειστικῶς εἰς αὐτό, καὶ ἐπειδὴ ἀνήκει ἐπὶ μέρει τῆς καθημερινῆς, ἔκρινα ἀναγκαῖον νὰ κλείσω τοῦ. Ὅ,τι λέγεται ἰδιαιτέρως θεωρεῖται πὼς, τίνι τρόπῳ λέγει πᾶν τὸ τεχνικὸν κῦρος τοῦ ἐμπορίου, ὑπὲρ τὰ κεφάλαια καὶ ὑπὲρ τῆς μόστρας ὁ Χοῦρμας.: [313, 1305, 592, 1433]
rule: [313, 453, 592, 454]
article-text: Ὁ ἀρχηγὸς τῆς Χωροφυλακῆς κ. Στάϊκος ἀπηύθυνε μακρὰν ἐγκύκλιον πρὸς τὰς Μοιραρχίας, συνιστῶν πίστιν καὶ ἀκριβῆ τοῦ καθήκοντος ἐκπλήρωσιν.: [8, 1351, 292, 1408]
article-text: Ἀθῆναι, 22 Ἰανουαρίου 1901.: [326, 286, 495, 300]
article-text: Μὴ δυνάμενοι νὰ εὐχαριστήσωμεν ἑκαστον ἰδιαιτέρως τοὺς ὅσοι ἔσπευσαν συμμεθέξαι τῆς λύπης ἡμῶν ἐπὶ τῷ δυσαχθεῖ κὶ ἡμῖν θανάτῳ τῆς ἀειμνήστου μητρὸς ἡμῶν, δι' ἦς τὰς εὐχαριστίας ἡμῶν θέλομεν ὑμῖν ἐκφράσωμεν ἐκ τὴς διὰ τοῦ παρόντος ἀπευθύνομεν ἡμῶν θερμὰς εὐγνωμοσύνην.: [313, 1078, 592, 1178]
table-row: [65, 875, 235, 889]
article-text: Διατελοῦμεν μετὰ τῆς προσηκούσης πρὸς ὑμᾶς ὑπολήψεως.: [313, 371, 592, 400]
dateline: ΤΡΙΤΗ, 23 Ἰανουαρίου.: [758, 1025, 890, 1040]
headline: ΘΕΑΤΡΑ: [645, 787, 712, 816]
signature-name: Δ. Κ.: [1152, 554, 1182, 569]
signature-name: Γ. Ἀνδρεόπουλος: [484, 433, 592, 447]
signature-name: Σ. Ι. Βοῦρος: [515, 962, 592, 976]
list-item: Δι' Εὐρώπην ἐν γένει καὶ Ἀμερικήν.: [611, 1063, 814, 1077]
headline: ΕΠΕΡΩΤΗΣΙΣ ΤΟΥ κ. ΛΕΒΙΔΟΥ: [1288, 334, 1467, 353]
dateline: Ἀθῆναι, 21 Ἰανουαρίου 1901.: [371, 1181, 533, 1195]
headline: ΤΟ ΖΗΤΗΜΑ ΤΟΥ κ. ΣΜΟΛΕΝΣΚΗ: [1270, 283, 1485, 306]
article-text: Τὸ Κατάστημα Σ. Πατσιφᾶ καὶ Υἱοί ἐπὶ τῆς ὁδοῦ Ἑρμοῦ, συνεπείᾳ τοῦ ἀνακαινίσεως τοῦ καταστήματος, θέλει πωλήσει ἀπὸ σήμερον ἅπαντα τὰ ἐν τῷ καταστήματι εὑρισκόμενα εἰς τιμὰς ἀνηκούστους.: [611, 1164, 890, 1236]
signature-name: Ν. Δ. Ἀθανασιάδης: [470, 981, 592, 996]
headline: ΑΙ ΣΚΗΝΑΙ ΤΗΣ ΑΥΣΤΡΙΑΚΗΣ ΒΟΥΛΗΣ: [1265, 118, 1490, 136]
advertisement: [313, 1840, 592, 1929]
